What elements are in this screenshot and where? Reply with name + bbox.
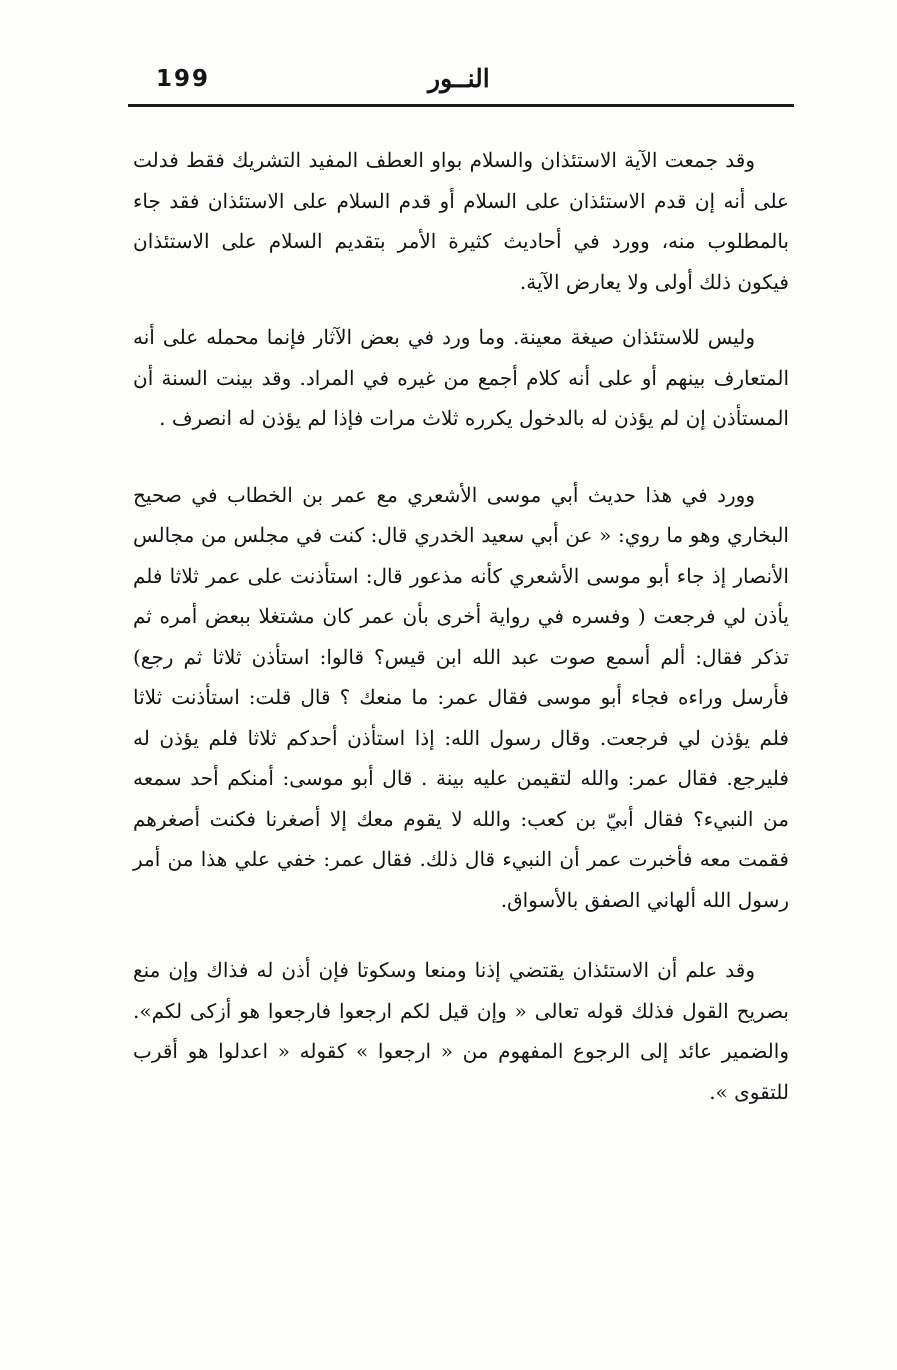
- paragraph-1: وقد جمعت الآية الاستئذان والسلام بواو العطف المفيد التشريك فقط فدلت على أنه إن قدم الاستئذان على السلام أو قدم السلام على الاستئذان فقد جاء بالمطلوب منه، وورد في أحاديث كثيرة الأمر بتقديم السلام على الاستئذان فيكون ذلك أولى ولا يعارض الآية.: [133, 148, 789, 294]
- paragraph-3: وورد في هذا حديث أبي موسى الأشعري مع عمر بن الخطاب في صحيح البخاري وهو ما روي: « عن أبي سعيد الخدري قال: كنت في مجلس من مجالس الأنصار إذ جاء أبو موسى الأشعري كأنه مذعور قال: استأذنت على عمر ثلاثا فلم يأذن لي فرجعت ( وفسره في رواية أخرى بأن عمر كان مشتغلا ببعض أمره ثم تذكر فقال: ألم أسمع صوت عبد الله ابن قيس؟ قالوا: استأذن ثلاثا ثم رجع) فأرسل وراءه فجاء أبو موسى فقال عمر: ما منعك ؟ قال قلت: استأذنت ثلاثا فلم يؤذن لي فرجعت. وقال رسول الله: إذا استأذن أحدكم ثلاثا فلم يؤذن له فليرجع. فقال عمر: والله لتقيمن عليه بينة . قال أبو موسى: أمنكم أحد سمعه من النبيء؟ فقال أبيّ بن كعب: والله لا يقوم معك إلا أصغرنا فكنت أصغرهم فقمت معه فأخبرت عمر أن النبيء قال ذلك. فقال عمر: خفي علي هذا من أمر رسول الله ألهاني الصفق بالأسواق.: [133, 482, 789, 912]
- body-text: [133, 140, 789, 1112]
- paragraph-2: وليس للاستئذان صيغة معينة. وما ورد في بعض الآثار فإنما محمله على أنه المتعارف بينهم أو على أنه كلام أجمع من غيره في المراد. وقد بينت السنة أن المستأذن إن لم يؤذن له بالدخول يكرره ثلاث مرات فإذا لم يؤذن له انصرف .: [133, 325, 789, 430]
- page-number: 199: [156, 66, 211, 92]
- paragraph-4: وقد علم أن الاستئذان يقتضي إذنا ومنعا وسكوتا فإن أذن له فذاك وإن منع بصريح القول فذلك قوله تعالى « وإن قيل لكم ارجعوا فارجعوا هو أزكى لكم». والضمير عائد إلى الرجوع المفهوم من « ارجعوا » كقوله « اعدلوا هو أقرب للتقوى ».: [133, 958, 789, 1104]
- header-rule: [128, 104, 794, 107]
- running-title: النــور: [428, 64, 490, 93]
- page-header: [128, 62, 794, 106]
